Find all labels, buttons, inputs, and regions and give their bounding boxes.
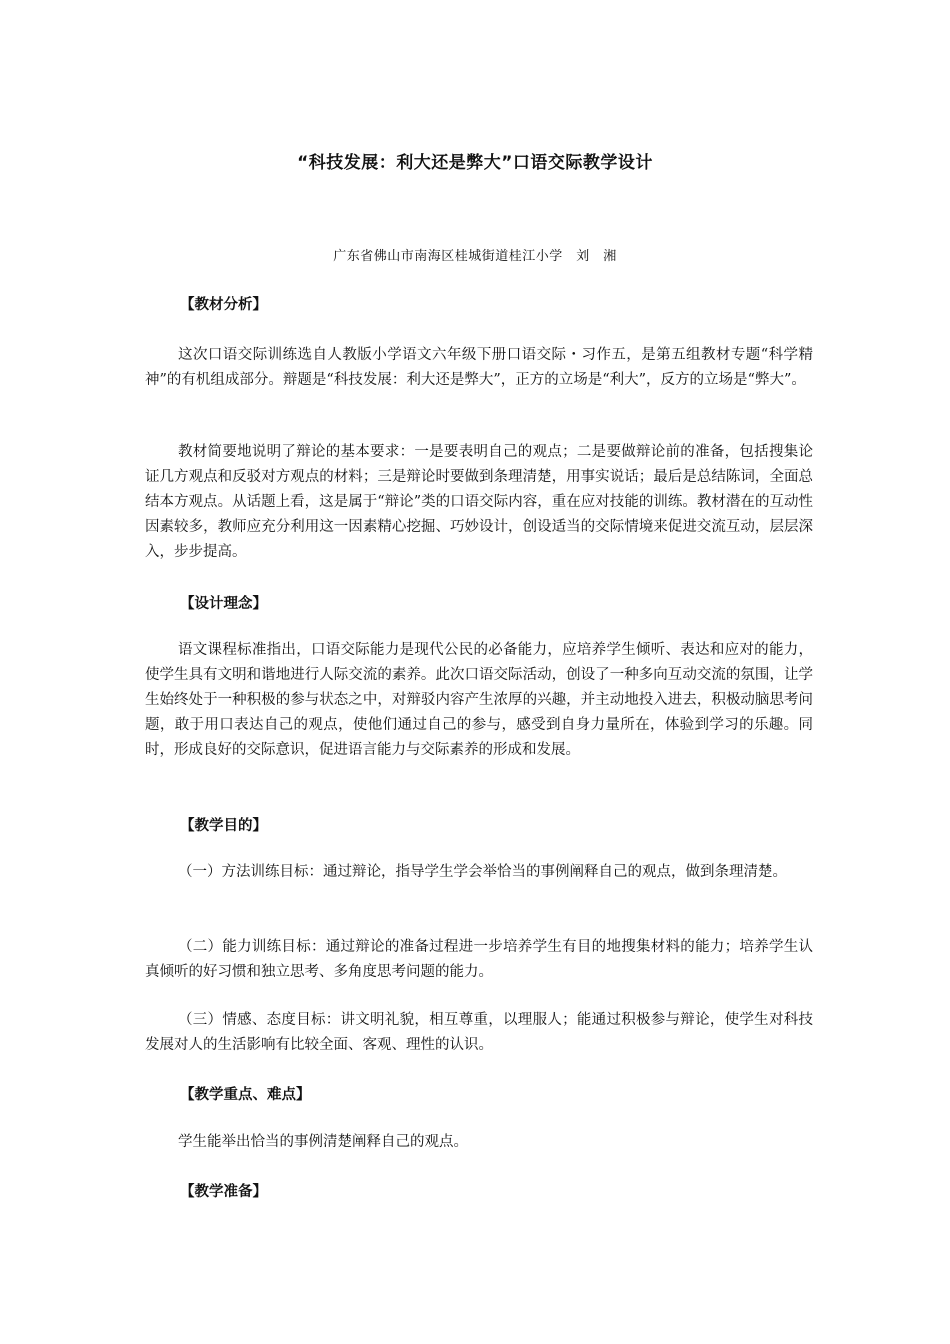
author-line: 广东省佛山市南海区桂城街道桂江小学 刘 湘: [333, 249, 617, 264]
document-title: “科技发展：利大还是弊大”口语交际教学设计: [297, 153, 653, 173]
paragraph-keypoints-1: 学生能举出恰当的事例清楚阐释自己的观点。: [178, 1134, 468, 1150]
section-heading-goals: 【教学目的】: [180, 818, 267, 834]
paragraph-goal-2: （二）能力训练目标：通过辩论的准备过程进一步培养学生有目的地搜集材料的能力；培养学生认真倾听的好习惯和独立思考、多角度思考问题的能力。: [145, 939, 813, 980]
section-heading-concept: 【设计理念】: [180, 596, 267, 612]
paragraph-analysis-1: 这次口语交际训练选自人教版小学语文六年级下册口语交际・习作五，是第五组教材专题“科学精神”的有机组成部分。辩题是“科技发展：利大还是弊大”，正方的立场是“利大”，反方的立场是“弊大”。: [145, 347, 813, 388]
paragraph-goal-3: （三）情感、态度目标：讲文明礼貌，相互尊重，以理服人；能通过积极参与辩论，使学生对科技发展对人的生活影响有比较全面、客观、理性的认识。: [145, 1012, 813, 1053]
paragraph-goal-1: （一）方法训练目标：通过辩论，指导学生学会举恰当的事例阐释自己的观点，做到条理清楚。: [178, 864, 787, 880]
section-heading-keypoints: 【教学重点、难点】: [180, 1087, 311, 1103]
paragraph-concept-1: 语文课程标准指出，口语交际能力是现代公民的必备能力，应培养学生倾听、表达和应对的能力，使学生具有文明和谐地进行人际交流的素养。此次口语交际活动，创设了一种多向互动交流的氛围，让学生始终处于一种积极的参与状态之中，对辩驳内容产生浓厚的兴趣，并主动地投入进去，积极动脑思考问题，敢于用口表达自己的观点，使他们通过自己的参与，感受到自身力量所在，体验到学习的乐趣。同时，形成良好的交际意识，促进语言能力与交际素养的形成和发展。: [145, 642, 813, 758]
section-heading-prep: 【教学准备】: [180, 1184, 267, 1200]
section-heading-analysis: 【教材分析】: [180, 297, 267, 313]
paragraph-analysis-2: 教材简要地说明了辩论的基本要求：一是要表明自己的观点；二是要做辩论前的准备，包括搜集论证几方观点和反驳对方观点的材料；三是辩论时要做到条理清楚，用事实说话；最后是总结陈词，全面总结本方观点。从话题上看，这是属于“辩论”类的口语交际内容，重在应对技能的训练。教材潜在的互动性因素较多，教师应充分利用这一因素精心挖掘、巧妙设计，创设适当的交际情境来促进交流互动，层层深入，步步提高。: [145, 444, 813, 560]
